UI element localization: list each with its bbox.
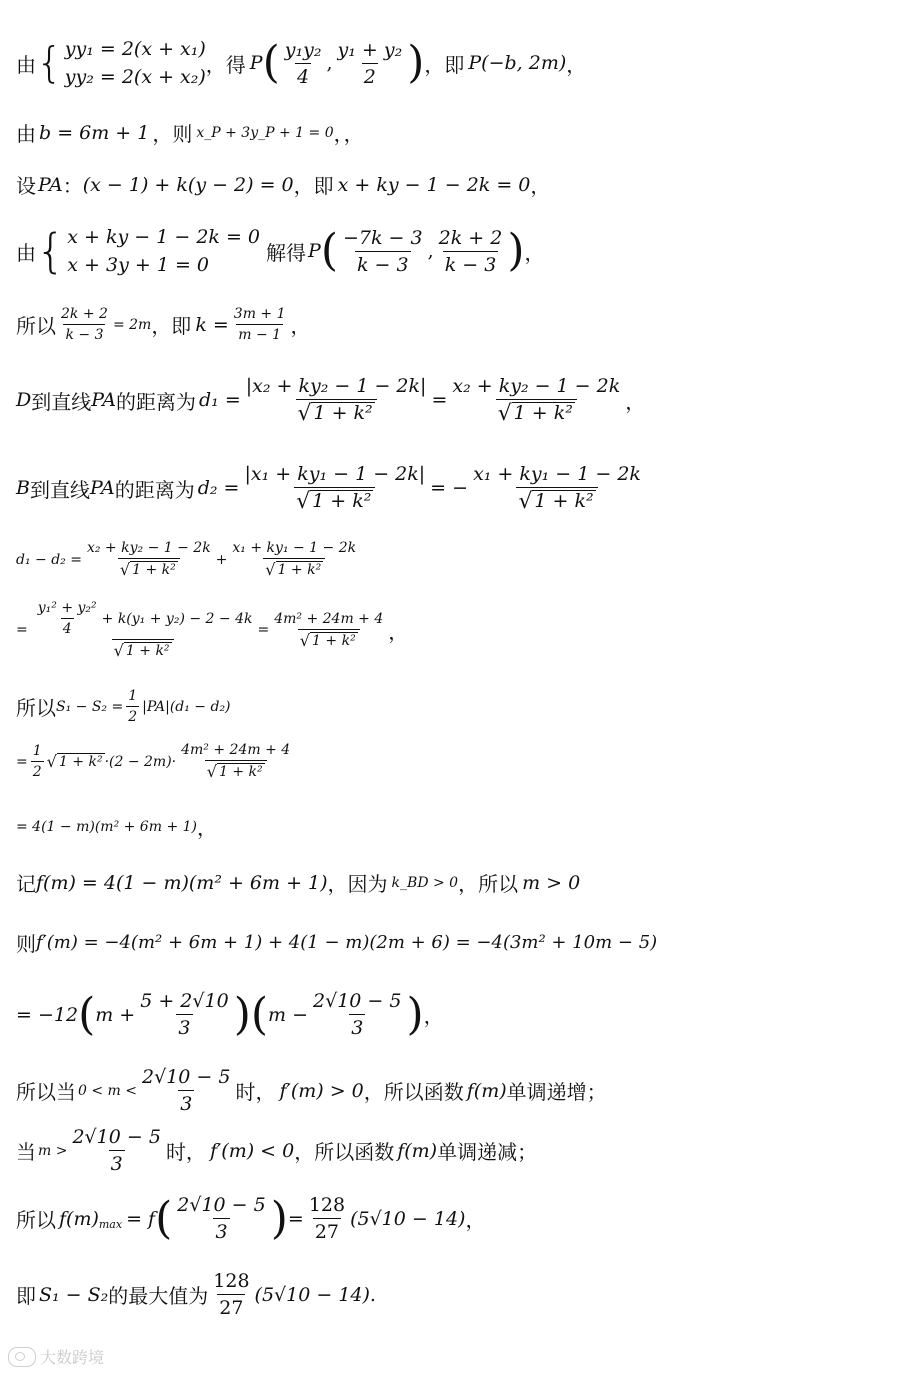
line-4: 由 { x + ky − 1 − 2k = 0 x + 3y + 1 = 0 解得 P ( $\frac{-7k - 3}{k - 3}$ , $\frac{2k + 2}{k - 3}$ ) ， <box>16 224 545 278</box>
fraction: |x₂ + ky₂ − 1 − 2k| √ 1 + k² <box>245 375 427 426</box>
operator: = <box>257 622 270 638</box>
watermark-logo-icon <box>8 1347 36 1367</box>
text-prefix: 则 <box>16 932 36 956</box>
equation: k_BD > 0 <box>391 874 459 891</box>
line-8 <box>16 540 361 579</box>
fraction: $\frac{2k + 2}{k - 3}$ <box>61 306 108 343</box>
fraction: |x₁ + ky₁ − 1 − 2k| √ 1 + k² <box>244 463 426 514</box>
text-mid: ，所以 <box>458 872 519 896</box>
line-2 <box>16 118 364 147</box>
text-prefix: 所以 <box>16 696 56 720</box>
punct: ， <box>530 174 551 198</box>
text: 的最大值为 <box>108 1284 209 1308</box>
equation: b = 6m + 1 <box>39 121 150 144</box>
fraction: $\frac{\text{y₁y₂}}{4}$ <box>284 38 322 88</box>
text-mid: ，因为 <box>327 872 388 896</box>
fraction: x₂ + ky₂ − 1 − 2k √ 1 + k² <box>86 540 211 579</box>
text: 时， <box>235 1080 276 1104</box>
system-eq-2: x + 3y + 1 = 0 <box>67 254 209 276</box>
text-mid: ，即 <box>151 314 192 338</box>
text-prefix: 所以当 <box>16 1080 76 1104</box>
term: m + <box>95 1003 136 1026</box>
text: ，所以函数 <box>294 1140 395 1164</box>
point-expr: P(−b, 2m) <box>468 52 567 74</box>
punct: . <box>369 1283 376 1306</box>
equation: S₁ − S₂ = <box>56 698 124 715</box>
fraction: x₁ + ky₁ − 1 − 2k √ 1 + k² <box>473 463 641 514</box>
operator: = <box>16 753 28 770</box>
equation: = 2m <box>112 316 152 333</box>
system-eq-1: x + ky − 1 − 2k = 0 <box>67 226 261 248</box>
text: ，所以函数 <box>363 1080 464 1104</box>
punct: ， <box>388 619 409 644</box>
function: f(m) <box>59 1207 99 1230</box>
text-mid: ，则 <box>152 122 193 146</box>
fraction: x₂ + ky₂ − 1 − 2k √ 1 + k² <box>452 375 621 426</box>
text-prefix: 当 <box>16 1140 36 1164</box>
punct: ， <box>465 1208 486 1232</box>
line-1: 由 { yy₁ = 2(x + x₁) yy₂ = 2(x + x₂) ，得 P ( $\frac{\text{y₁y₂}}{4}$ , $\frac{\text{y₁ + y₂}}{2}$ ) ，即 P(−b, 2m) ， <box>16 37 587 88</box>
equation: ·(2 − 2m)· <box>104 753 177 770</box>
text-prefix: 由 <box>16 122 36 146</box>
line-7 <box>16 463 646 513</box>
text: 单调递增； <box>506 1080 607 1104</box>
equation: m > <box>38 1142 68 1159</box>
punct: ， <box>197 816 217 840</box>
function: f(m) <box>397 1139 438 1162</box>
fraction: 4m² + 24m + 4 √ 1 + k² <box>274 610 384 650</box>
punct: ， <box>566 52 587 77</box>
fraction: $\frac{2√10 - 5}{3}$ <box>142 1066 231 1115</box>
text-prefix: 由 <box>16 240 36 265</box>
text-mid: 解得 <box>266 240 307 265</box>
fraction: $\frac{1}{2}$ <box>128 688 138 725</box>
text-prefix: 所以 <box>16 314 56 338</box>
watermark <box>8 1345 104 1368</box>
variable: k = <box>195 313 229 336</box>
operator: = <box>431 389 448 411</box>
operator: = −12 <box>16 1003 79 1026</box>
fraction: $\frac{2√10 - 5}{3}$ <box>72 1126 161 1175</box>
text-prefix: 所以 <box>16 1208 56 1232</box>
text: 的距离为 <box>116 389 196 414</box>
fraction: $\frac{2k + 2}{k - 3}$ <box>438 226 503 276</box>
text: 到直线 <box>31 389 92 414</box>
fraction: $\frac{1}{2}$ <box>32 743 42 780</box>
text-prefix: 由 <box>16 52 36 77</box>
watermark-text: 大数跨境 <box>40 1348 105 1367</box>
fraction: $\frac{\text{y₁² + y₂²}}{4}$ + k(y₁ + y₂) − 2 − 4k √ 1 + k² <box>37 600 253 660</box>
equation: f(m) = 4(1 − m)(m² + 6m + 1) <box>36 871 328 894</box>
line-3 <box>16 170 550 199</box>
variable: d₁ − d₂ = <box>16 551 82 568</box>
fraction: $\frac{\text{y₁ + y₂}}{2}$ <box>337 38 403 88</box>
punct: ， <box>423 1004 444 1028</box>
equation: f′(m) < 0 <box>209 1139 295 1162</box>
line-name: PA <box>38 173 63 196</box>
punct: ，， <box>333 122 364 146</box>
line-9 <box>16 600 408 660</box>
fraction: $\frac{3m + 1}{m - 1}$ <box>233 306 286 343</box>
text-prefix: 记 <box>16 872 36 896</box>
fraction: $\frac{-7k - 3}{k - 3}$ <box>343 226 423 276</box>
line-17 <box>16 1126 537 1175</box>
line-11 <box>16 742 295 781</box>
equation: S₁ − S₂ <box>39 1283 109 1306</box>
fraction: 4m² + 24m + 4 √ 1 + k² <box>181 742 291 781</box>
line-18: 所以 f(m) max = f ( $\frac{2√10 - 5}{3}$ ) = $\frac{128}{27}$ (5√10 − 14) ， <box>16 1192 486 1244</box>
equation: 0 < m < <box>78 1082 137 1099</box>
system-eq-2: yy₂ = 2(x + x₂) <box>64 66 206 88</box>
sqrt: √ 1 + k² <box>46 751 103 771</box>
operator: = <box>287 1207 304 1230</box>
variable: d₂ = <box>197 477 240 499</box>
punct: ： <box>62 174 83 198</box>
equation-system: { x + ky − 1 − 2k = 0 x + 3y + 1 = 0 <box>36 224 261 278</box>
punct: ， <box>290 314 311 338</box>
punct: ， <box>625 389 646 414</box>
equation: x + ky − 1 − 2k = 0 <box>337 173 531 196</box>
punct: ， <box>524 240 545 265</box>
text: 时， <box>165 1140 206 1164</box>
line-name: PA <box>91 389 116 411</box>
point-label: D <box>16 389 32 411</box>
variable: d₁ = <box>199 389 241 411</box>
fraction: $\frac{128}{27}$ <box>308 1194 346 1243</box>
operator: = f <box>126 1207 156 1230</box>
equation-system: { yy₁ = 2(x + x₁) yy₂ = 2(x + x₂) <box>36 38 206 88</box>
text-mid: ，即 <box>293 174 334 198</box>
equation: (x − 1) + k(y − 2) = 0 <box>82 173 294 196</box>
fraction: $\frac{2√10 - 5}{3}$ <box>177 1194 266 1243</box>
equation: m > 0 <box>522 871 581 894</box>
fraction: $\frac{5 + 2√10}{3}$ <box>140 990 229 1039</box>
fraction: $\frac{2√10 - 5}{3}$ <box>313 990 402 1039</box>
equation: f′(m) = −4(m² + 6m + 1) + 4(1 − m)(2m + 6) = −4(3m² + 10m − 5) <box>36 932 658 953</box>
system-eq-1: yy₁ = 2(x + x₁) <box>64 38 206 60</box>
operator: = <box>16 622 28 638</box>
point-label: B <box>16 477 30 499</box>
function: f(m) <box>466 1079 507 1102</box>
line-5 <box>16 306 311 343</box>
equation: (5√10 − 14) <box>254 1283 370 1306</box>
equation: f′(m) > 0 <box>279 1079 364 1102</box>
term: m − <box>268 1003 309 1026</box>
text-prefix: 即 <box>16 1284 36 1308</box>
operator: + <box>215 551 228 568</box>
text-mid: ，得 <box>205 52 246 77</box>
fraction: x₁ + ky₁ − 1 − 2k √ 1 + k² <box>232 540 357 579</box>
point-label: P <box>308 240 321 262</box>
line-14 <box>16 928 657 957</box>
operator: = − <box>430 477 469 499</box>
equation: = 4(1 − m)(m² + 6m + 1) <box>16 818 197 835</box>
point-label: P <box>249 52 263 74</box>
text: 到直线 <box>29 477 90 502</box>
line-16 <box>16 1066 607 1115</box>
line-12 <box>16 812 217 841</box>
text: 的距离为 <box>114 477 195 502</box>
equation: (5√10 − 14) <box>350 1207 466 1230</box>
text-tail: ，即 <box>424 52 465 77</box>
fraction: $\frac{128}{27}$ <box>213 1270 250 1319</box>
text-prefix: 设 <box>16 174 36 198</box>
equation: x_P + 3y_P + 1 = 0 <box>196 124 334 141</box>
line-15: = −12 ( m + $\frac{5 + 2√10}{3}$ ) ( m − $\frac{2√10 - 5}{3}$ ) ， <box>16 988 444 1040</box>
line-6 <box>16 375 645 425</box>
line-19 <box>16 1270 376 1319</box>
text: 单调递减； <box>437 1140 538 1164</box>
subscript: max <box>98 1218 123 1231</box>
line-10 <box>16 688 231 725</box>
equation: |PA|(d₁ − d₂) <box>142 698 231 715</box>
line-name: PA <box>89 477 115 499</box>
line-13 <box>16 868 580 897</box>
